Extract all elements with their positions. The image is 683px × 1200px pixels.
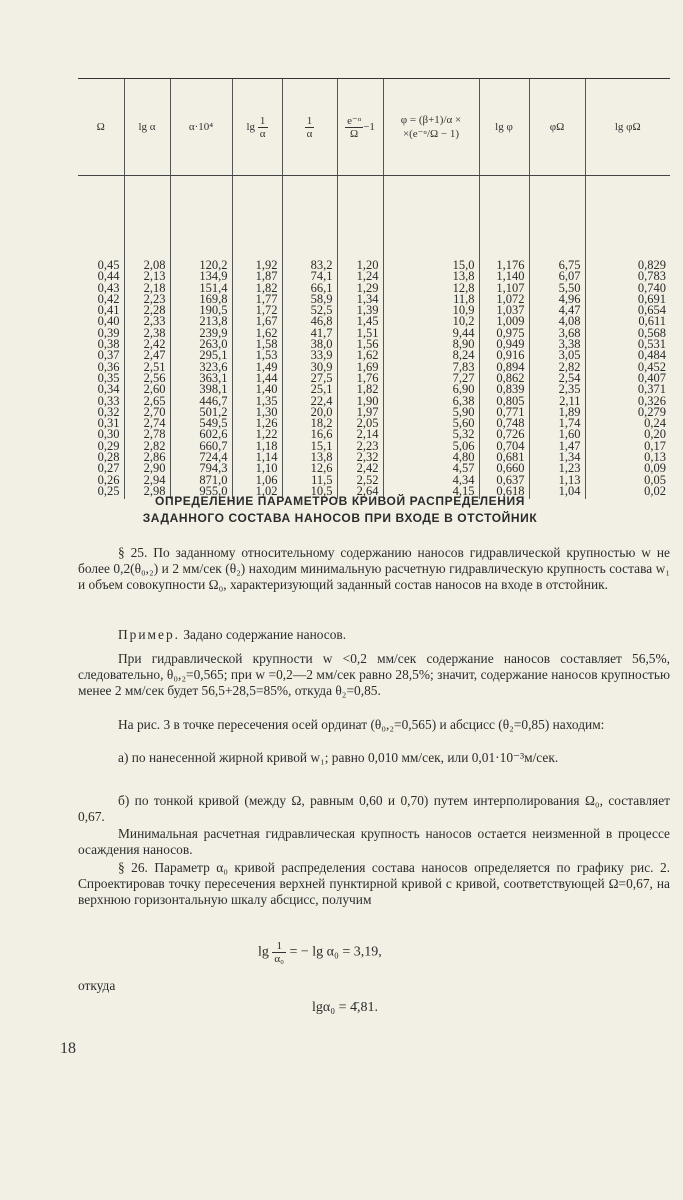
table-cell: 0,829 bbox=[585, 176, 670, 272]
table-cell: 0,279 bbox=[585, 407, 670, 418]
table-cell: 30,9 bbox=[282, 362, 337, 373]
table-cell: 295,1 bbox=[170, 350, 232, 361]
table-cell: 1,037 bbox=[479, 305, 529, 316]
table-cell: 1,77 bbox=[232, 294, 282, 305]
table-cell: 1,45 bbox=[337, 316, 383, 327]
table-cell: 1,67 bbox=[232, 316, 282, 327]
formula-lg-alpha0: lg $\frac{1}{\text{α₀}}$ = − lg α₀ = 3,19, bbox=[258, 940, 382, 965]
table-cell: 0,618 bbox=[479, 486, 529, 499]
data-table bbox=[78, 78, 670, 499]
table-cell: 46,8 bbox=[282, 316, 337, 327]
table-cell: 3,05 bbox=[529, 350, 585, 361]
table-cell: 0,38 bbox=[97, 337, 120, 352]
table-cell: 0,31 bbox=[97, 416, 120, 431]
table-cell: 2,90 bbox=[124, 463, 170, 474]
table-cell: 0,568 bbox=[585, 328, 670, 339]
paragraph-25: § 25. По заданному относительному содержанию наносов гидравлической крупностью w не более 0,2(θ₀,₂) и 2 мм/сек (θ₂) находим минимальную расчетную гидравлическую крупность состава w₁ и объем совокупности Ω₀, характеризующий заданный состав наносов на входе в отстойник. bbox=[78, 545, 670, 593]
table-cell: 2,05 bbox=[337, 418, 383, 429]
table-cell: 2,86 bbox=[124, 452, 170, 463]
table-cell: 794,3 bbox=[170, 463, 232, 474]
table-cell: 1,40 bbox=[232, 384, 282, 395]
table-cell: 1,47 bbox=[529, 441, 585, 452]
table-cell: 2,14 bbox=[337, 429, 383, 440]
table-cell: 2,78 bbox=[124, 429, 170, 440]
table-cell: 0,611 bbox=[585, 316, 670, 327]
table-cell: 1,97 bbox=[337, 407, 383, 418]
table-cell: 1,51 bbox=[337, 328, 383, 339]
table-cell: 58,9 bbox=[282, 294, 337, 305]
table-cell: 52,5 bbox=[282, 305, 337, 316]
table-cell: 2,98 bbox=[124, 486, 170, 499]
table-cell: 446,7 bbox=[170, 396, 232, 407]
table-cell: 4,47 bbox=[529, 305, 585, 316]
table-cell: 0,681 bbox=[479, 452, 529, 463]
table-cell: 2,35 bbox=[529, 384, 585, 395]
col-inv-alpha: $\frac{1}{\alpha}$ bbox=[282, 79, 337, 176]
table-cell: 4,34 bbox=[383, 475, 479, 486]
table-cell: 2,74 bbox=[124, 418, 170, 429]
table-cell: 25,1 bbox=[282, 384, 337, 395]
col-lg-alpha: lg α bbox=[124, 79, 170, 176]
table-cell: 1,140 bbox=[479, 271, 529, 282]
table-body bbox=[78, 176, 670, 500]
col-lg-phi-omega: lg φΩ bbox=[585, 79, 670, 176]
table-cell: 602,6 bbox=[170, 429, 232, 440]
table-cell: 0,783 bbox=[585, 271, 670, 282]
table-cell: 33,9 bbox=[282, 350, 337, 361]
table-cell: 38,0 bbox=[282, 339, 337, 350]
table-cell: 1,176 bbox=[479, 176, 529, 272]
table-cell: 2,47 bbox=[124, 350, 170, 361]
table-cell: 0,27 bbox=[97, 461, 120, 476]
table-cell: 2,54 bbox=[529, 373, 585, 384]
table-cell: 169,8 bbox=[170, 294, 232, 305]
table-cell: 2,33 bbox=[124, 316, 170, 327]
col-lg-phi: lg φ bbox=[479, 79, 529, 176]
table-cell: 7,83 bbox=[383, 362, 479, 373]
table-cell: 3,68 bbox=[529, 328, 585, 339]
table-cell: 10,9 bbox=[383, 305, 479, 316]
page-number: 18 bbox=[60, 1040, 76, 1057]
paragraph-given: При гидравлической крупности w <0,2 мм/сек содержание наносов составляет 56,5%, следовательно, θ₀,₂=0,565; при w =0,2—2 мм/сек равно 28,5%; значит, содержание наносов крупностью менее 2 мм/сек будет 56,5+28,5=85%, откуда θ₂=0,85. bbox=[78, 651, 670, 699]
table-cell: 11,5 bbox=[282, 475, 337, 486]
table-cell: 955,0 bbox=[170, 486, 232, 499]
table-cell: 2,65 bbox=[124, 396, 170, 407]
table-cell: 2,23 bbox=[124, 294, 170, 305]
table-cell: 2,28 bbox=[124, 305, 170, 316]
table-cell: 18,2 bbox=[282, 418, 337, 429]
table-cell: 0,20 bbox=[585, 429, 670, 440]
table-cell: 15,1 bbox=[282, 441, 337, 452]
table-cell: 2,70 bbox=[124, 407, 170, 418]
word-otkuda: откуда bbox=[78, 978, 116, 993]
table-cell: 398,1 bbox=[170, 384, 232, 395]
table-cell: 0,42 bbox=[97, 291, 120, 306]
table-cell: 74,1 bbox=[282, 271, 337, 282]
table-cell: 120,2 bbox=[170, 176, 232, 272]
table-cell: 7,27 bbox=[383, 373, 479, 384]
table-cell: 5,90 bbox=[383, 407, 479, 418]
table-cell: 2,23 bbox=[337, 441, 383, 452]
table-cell: 1,62 bbox=[337, 350, 383, 361]
table-cell: 1,24 bbox=[337, 271, 383, 282]
table-cell: 0,691 bbox=[585, 294, 670, 305]
table-cell: 1,82 bbox=[232, 283, 282, 294]
table-cell: 1,89 bbox=[529, 407, 585, 418]
table-cell: 6,38 bbox=[383, 396, 479, 407]
table-cell: 41,7 bbox=[282, 328, 337, 339]
table-cell: 1,14 bbox=[232, 452, 282, 463]
table-cell: 5,06 bbox=[383, 441, 479, 452]
table-cell: 0,02 bbox=[585, 486, 670, 499]
table-cell: 3,38 bbox=[529, 339, 585, 350]
table-cell: 2,32 bbox=[337, 452, 383, 463]
table-cell: 83,2 bbox=[282, 176, 337, 272]
paragraph-min-speed: Минимальная расчетная гидравлическая крупность наносов остается неизменной в процессе осаждения наносов. bbox=[78, 826, 670, 858]
table-cell: 0,35 bbox=[97, 370, 120, 385]
table-cell: 871,0 bbox=[170, 475, 232, 486]
section-heading-line-2: ЗАДАННОГО СОСТАВА НАНОСОВ ПРИ ВХОДЕ В ОТСТОЙНИК bbox=[142, 511, 538, 525]
table-cell: 2,94 bbox=[124, 475, 170, 486]
table-cell: 1,69 bbox=[337, 362, 383, 373]
table-cell: 1,76 bbox=[337, 373, 383, 384]
table-cell: 12,8 bbox=[383, 283, 479, 294]
table-cell: 1,58 bbox=[232, 339, 282, 350]
table-cell: 0,05 bbox=[585, 475, 670, 486]
table-cell: 0,43 bbox=[97, 280, 120, 295]
table-cell: 0,531 bbox=[585, 339, 670, 350]
formula-lg-alpha0-result: lgα₀ = 4̄,81. bbox=[312, 1000, 379, 1015]
table-cell: 0,748 bbox=[479, 418, 529, 429]
example-text: Задано содержание наносов. bbox=[180, 627, 347, 642]
table-cell: 0,660 bbox=[479, 463, 529, 474]
table-cell: 2,56 bbox=[124, 373, 170, 384]
table-cell: 0,24 bbox=[585, 418, 670, 429]
table-cell: 0,839 bbox=[479, 384, 529, 395]
table-cell: 0,726 bbox=[479, 429, 529, 440]
table-cell: 12,6 bbox=[282, 463, 337, 474]
table-cell: 0,45 bbox=[97, 258, 120, 272]
table-cell: 6,90 bbox=[383, 384, 479, 395]
table-cell: 0,371 bbox=[585, 384, 670, 395]
table-cell: 1,072 bbox=[479, 294, 529, 305]
table-cell: 0,40 bbox=[97, 314, 120, 329]
table-cell: 1,22 bbox=[232, 429, 282, 440]
table-cell: 0,34 bbox=[97, 382, 120, 397]
table-cell: 0,637 bbox=[479, 475, 529, 486]
table-cell: 0,326 bbox=[585, 396, 670, 407]
table-cell: 660,7 bbox=[170, 441, 232, 452]
paragraph-fig3: На рис. 3 в точке пересечения осей ординат (θ₀,₂=0,565) и абсцисс (θ₂=0,85) находим: bbox=[118, 717, 605, 732]
col-lg-inv-alpha: lg $\frac{1}{\alpha}$ bbox=[232, 79, 282, 176]
table-cell: 13,8 bbox=[282, 452, 337, 463]
table-cell: 1,04 bbox=[529, 486, 585, 499]
table-cell: 1,49 bbox=[232, 362, 282, 373]
table-cell: 4,08 bbox=[529, 316, 585, 327]
table-cell: 0,09 bbox=[585, 463, 670, 474]
table-cell: 1,72 bbox=[232, 305, 282, 316]
table-cell: 1,107 bbox=[479, 283, 529, 294]
table-cell: 0,407 bbox=[585, 373, 670, 384]
col-alpha-104: α·10⁴ bbox=[170, 79, 232, 176]
table-cell: 1,60 bbox=[529, 429, 585, 440]
table-cell: 11,8 bbox=[383, 294, 479, 305]
table-cell: 1,87 bbox=[232, 271, 282, 282]
table-cell: 1,92 bbox=[232, 176, 282, 272]
table-cell: 5,32 bbox=[383, 429, 479, 440]
table-cell: 2,38 bbox=[124, 328, 170, 339]
table-cell: 0,452 bbox=[585, 362, 670, 373]
col-phi-omega: φΩ bbox=[529, 79, 585, 176]
table-cell: 1,39 bbox=[337, 305, 383, 316]
table-cell: 0,29 bbox=[97, 438, 120, 453]
table-cell: 22,4 bbox=[282, 396, 337, 407]
table-cell: 213,8 bbox=[170, 316, 232, 327]
table-cell: 1,35 bbox=[232, 396, 282, 407]
table-cell: 1,56 bbox=[337, 339, 383, 350]
table-cell: 0,26 bbox=[97, 472, 120, 487]
table-cell: 10,5 bbox=[282, 486, 337, 499]
section-heading-line-1: ОПРЕДЕЛЕНИЕ ПАРАМЕТРОВ КРИВОЙ РАСПРЕДЕЛЕНИЯ bbox=[155, 494, 525, 508]
table-cell: 5,50 bbox=[529, 283, 585, 294]
table-cell: 6,07 bbox=[529, 271, 585, 282]
table-cell: 724,4 bbox=[170, 452, 232, 463]
paragraph-26: § 26. Параметр α₀ кривой распределения состава наносов определяется по графику рис. 2. Спроектировав точку пересечения верхней пунктирной кривой с кривой, соответствующей Ω=0,67, на верхнюю горизонтальную шкалу абсцисс, получим bbox=[78, 860, 670, 908]
table-cell: 1,10 bbox=[232, 463, 282, 474]
table-row bbox=[78, 176, 670, 272]
table-cell: 0,975 bbox=[479, 328, 529, 339]
table-cell: 20,0 bbox=[282, 407, 337, 418]
table-cell: 0,704 bbox=[479, 441, 529, 452]
table-cell: 1,18 bbox=[232, 441, 282, 452]
paragraph-example bbox=[78, 627, 670, 643]
table-cell: 151,4 bbox=[170, 283, 232, 294]
table-cell: 190,5 bbox=[170, 305, 232, 316]
table-cell: 2,52 bbox=[337, 475, 383, 486]
table-cell: 1,34 bbox=[337, 294, 383, 305]
table-cell: 0,771 bbox=[479, 407, 529, 418]
table-cell: 4,15 bbox=[383, 486, 479, 499]
col-omega: Ω bbox=[78, 79, 124, 176]
col-e-alpha-omega: $\frac{\text{e⁻ᵅ}}{\Omega}$ −1 bbox=[337, 79, 383, 176]
example-label: Пример. bbox=[118, 627, 180, 642]
table-cell: 0,17 bbox=[585, 441, 670, 452]
table-cell: 1,62 bbox=[232, 328, 282, 339]
paragraph-b: б) по тонкой кривой (между Ω, равным 0,60 и 0,70) путем интерполирования Ω₀, составляет 0,67. bbox=[78, 793, 670, 825]
table-cell: 501,2 bbox=[170, 407, 232, 418]
table-cell: 323,6 bbox=[170, 362, 232, 373]
table-cell: 0,740 bbox=[585, 283, 670, 294]
table-cell: 0,39 bbox=[97, 325, 120, 340]
table-cell: 1,02 bbox=[232, 486, 282, 499]
table-cell: 0,25 bbox=[97, 483, 120, 498]
table-cell: 1,26 bbox=[232, 418, 282, 429]
table-cell: 134,9 bbox=[170, 271, 232, 282]
table-cell: 8,24 bbox=[383, 350, 479, 361]
table-cell: 10,2 bbox=[383, 316, 479, 327]
table-cell: 1,82 bbox=[337, 384, 383, 395]
table-cell: 0,32 bbox=[97, 404, 120, 419]
table-cell: 0,805 bbox=[479, 396, 529, 407]
table-cell: 2,42 bbox=[337, 463, 383, 474]
table-cell: 0,894 bbox=[479, 362, 529, 373]
table-cell: 0,949 bbox=[479, 339, 529, 350]
table-cell: 239,9 bbox=[170, 328, 232, 339]
table-cell: 0,484 bbox=[585, 350, 670, 361]
table-cell: 1,06 bbox=[232, 475, 282, 486]
table-cell: 27,5 bbox=[282, 373, 337, 384]
table-header-row bbox=[78, 79, 670, 176]
table-cell: 1,44 bbox=[232, 373, 282, 384]
table-cell: 2,64 bbox=[337, 486, 383, 499]
table-cell: 0,37 bbox=[97, 348, 120, 363]
table-cell: 2,42 bbox=[124, 339, 170, 350]
paragraph-a: а) по нанесенной жирной кривой w₁; равно 0,010 мм/сек, или 0,01·10⁻³м/сек. bbox=[118, 750, 559, 765]
table-cell: 1,74 bbox=[529, 418, 585, 429]
table-cell: 1,90 bbox=[337, 396, 383, 407]
table-cell: 1,23 bbox=[529, 463, 585, 474]
table-cell: 1,30 bbox=[232, 407, 282, 418]
table-cell: 2,82 bbox=[529, 362, 585, 373]
table-cell: 66,1 bbox=[282, 283, 337, 294]
table-cell: 1,20 bbox=[337, 176, 383, 272]
table-cell: 0,41 bbox=[97, 303, 120, 318]
table-cell: 1,13 bbox=[529, 475, 585, 486]
table-cell: 0,36 bbox=[97, 359, 120, 374]
table-cell: 2,13 bbox=[124, 271, 170, 282]
table-cell: 0,654 bbox=[585, 305, 670, 316]
table-cell: 15,0 bbox=[383, 176, 479, 272]
table-cell: 1,29 bbox=[337, 283, 383, 294]
table-cell: 549,5 bbox=[170, 418, 232, 429]
col-phi: φ = (β+1)/α × ×(e⁻ᵅ/Ω − 1) bbox=[383, 79, 479, 176]
table-cell: 6,75 bbox=[529, 176, 585, 272]
table-cell: 0,13 bbox=[585, 452, 670, 463]
table-cell: 1,009 bbox=[479, 316, 529, 327]
table-cell: 263,0 bbox=[170, 339, 232, 350]
table-cell: 2,82 bbox=[124, 441, 170, 452]
table-cell: 4,96 bbox=[529, 294, 585, 305]
table-cell: 2,08 bbox=[124, 176, 170, 272]
table-cell: 1,34 bbox=[529, 452, 585, 463]
table-cell: 1,53 bbox=[232, 350, 282, 361]
table-cell: 2,11 bbox=[529, 396, 585, 407]
table-cell: 0,30 bbox=[97, 427, 120, 442]
table-cell: 5,60 bbox=[383, 418, 479, 429]
table-cell: 2,51 bbox=[124, 362, 170, 373]
table-cell: 0,28 bbox=[97, 450, 120, 465]
table-cell: 9,44 bbox=[383, 328, 479, 339]
table-cell: 2,18 bbox=[124, 283, 170, 294]
table-cell: 0,44 bbox=[97, 269, 120, 284]
table-cell: 2,60 bbox=[124, 384, 170, 395]
table-cell: 8,90 bbox=[383, 339, 479, 350]
table-cell: 4,80 bbox=[383, 452, 479, 463]
table-cell: 13,8 bbox=[383, 271, 479, 282]
table-cell: 0,862 bbox=[479, 373, 529, 384]
table-cell: 16,6 bbox=[282, 429, 337, 440]
table-cell: 4,57 bbox=[383, 463, 479, 474]
table-cell: 363,1 bbox=[170, 373, 232, 384]
table-cell: 0,916 bbox=[479, 350, 529, 361]
table-cell: 0,33 bbox=[97, 393, 120, 408]
